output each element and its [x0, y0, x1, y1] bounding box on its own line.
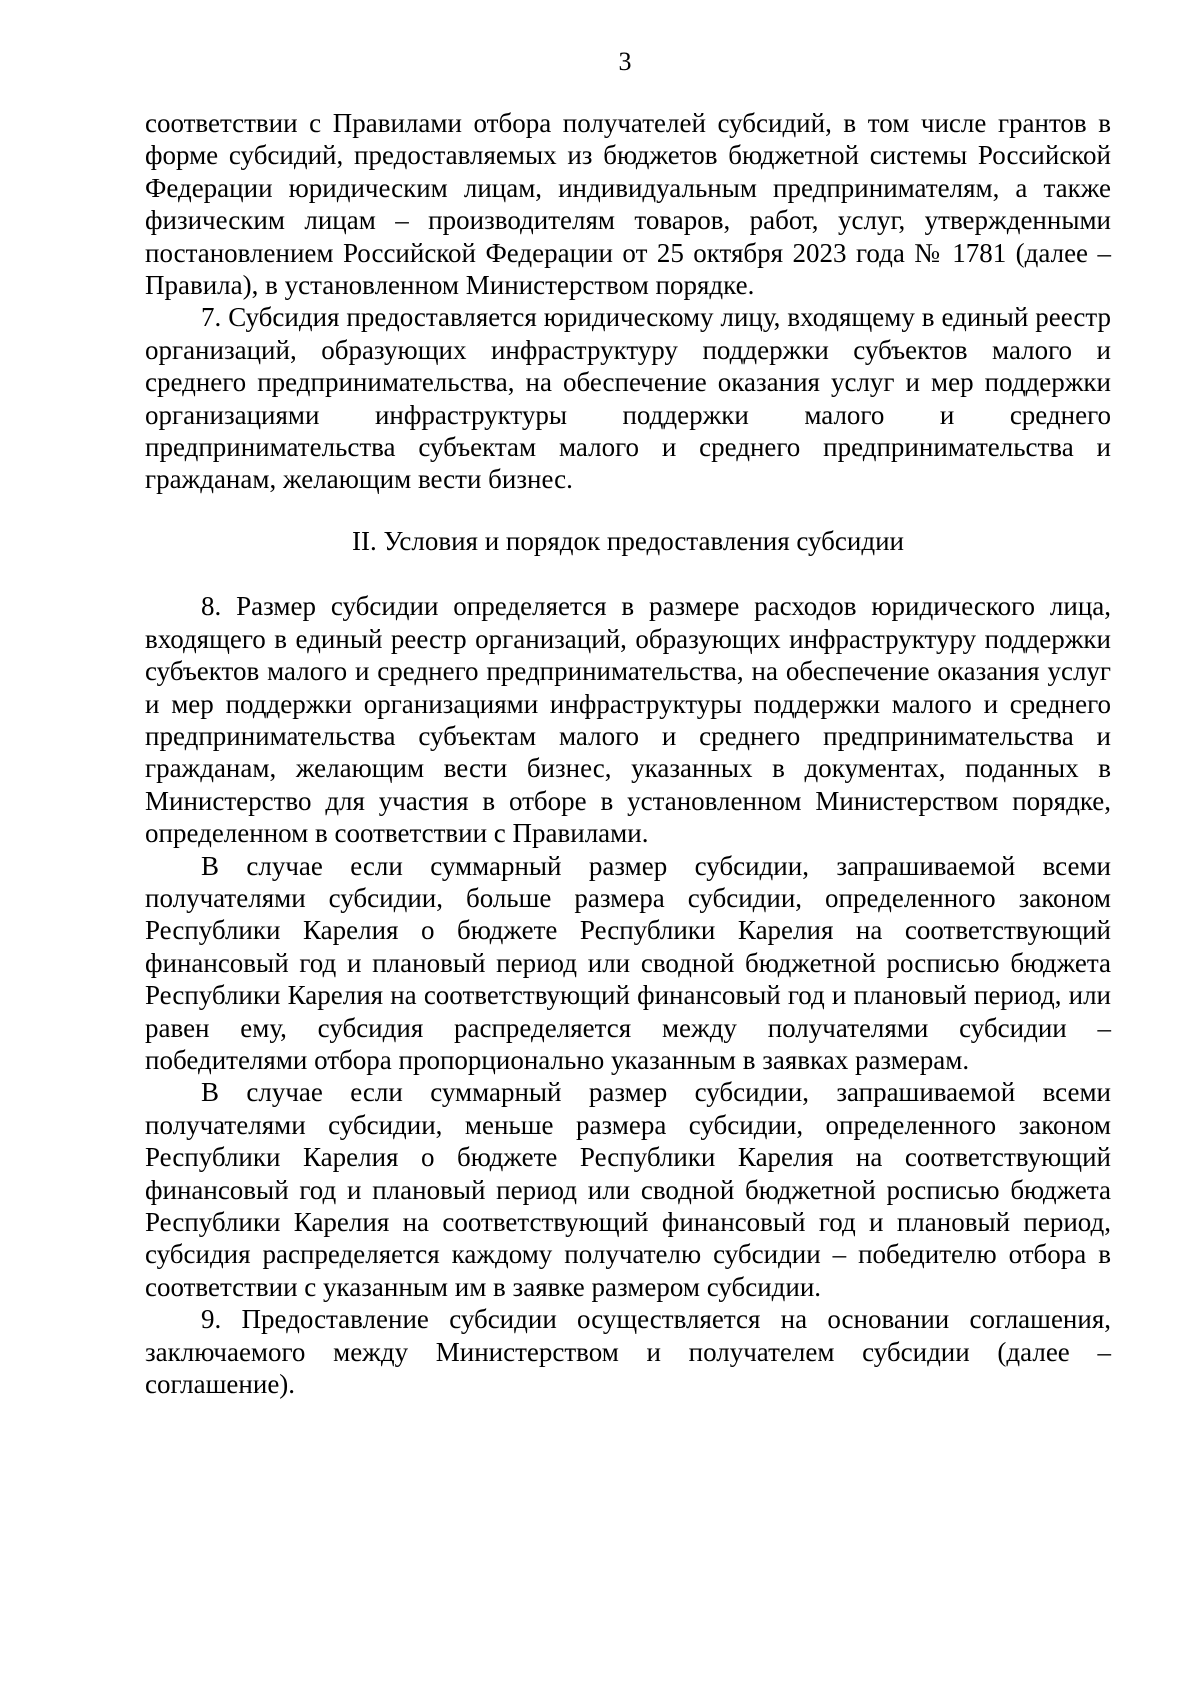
paragraph-continuation: соответствии с Правилами отбора получателей субсидий, в том числе грантов в форме субсидий, предоставляемых из бюджетов бюджетной системы Российской Федерации юридическим лицам, индивидуальным предпринимателям, а также физическим лицам – производителям товаров, работ, услуг, утвержденными постановлением Российской Федерации от 25 октября 2023 года № 1781 (далее – Правила), в установленном Министерством порядке.	[145, 108, 1111, 301]
paragraph-7: 7. Субсидия предоставляется юридическому лицу, входящему в единый реестр организаций, образующих инфраструктуру поддержки субъектов малого и среднего предпринимательства, на обеспечение оказания услуг и мер поддержки организациями инфраструктуры поддержки малого и среднего предпринимательства субъектам малого и среднего предпринимательства и гражданам, желающим вести бизнес.	[145, 302, 1111, 495]
paragraph-8: 8. Размер субсидии определяется в размере расходов юридического лица, входящего в единый реестр организаций, образующих инфраструктуру поддержки субъектов малого и среднего предпринимательства, на обеспечение оказания услуг и мер поддержки организациями инфраструктуры поддержки малого и среднего предпринимательства субъектам малого и среднего предпринимательства и гражданам, желающим вести бизнес, указанных в документах, поданных в Министерство для участия в отборе в установленном Министерством порядке, определенном в соответствии с Правилами.	[145, 591, 1111, 849]
paragraph-8-case-more: В случае если суммарный размер субсидии, запрашиваемой всеми получателями субсидии, больше размера субсидии, определенного законом Республики Карелия о бюджете Республики Карелия на соответствующий финансовый год и плановый период или сводной бюджетной росписью бюджета Республики Карелия на соответствующий финансовый год и плановый период, или равен ему, субсидия распределяется между получателями субсидии – победителями отбора пропорционально указанным в заявках размерам.	[145, 850, 1111, 1075]
paragraph-9: 9. Предоставление субсидии осуществляется на основании соглашения, заключаемого между Министерством и получателем субсидии (далее – соглашение).	[145, 1304, 1111, 1400]
section-heading: II. Условия и порядок предоставления субсидии	[352, 525, 904, 556]
page-number: 3	[618, 47, 632, 76]
paragraph-8-case-less: В случае если суммарный размер субсидии, запрашиваемой всеми получателями субсидии, меньше размера субсидии, определенного законом Республики Карелия о бюджете Республики Карелия на соответствующий финансовый год и плановый период или сводной бюджетной росписью бюджета Республики Карелия на соответствующий финансовый год и плановый период, субсидия распределяется каждому получателю субсидии – победителю отбора в соответствии с указанным им в заявке размером субсидии.	[145, 1077, 1111, 1302]
document-body	[145, 107, 1111, 1400]
